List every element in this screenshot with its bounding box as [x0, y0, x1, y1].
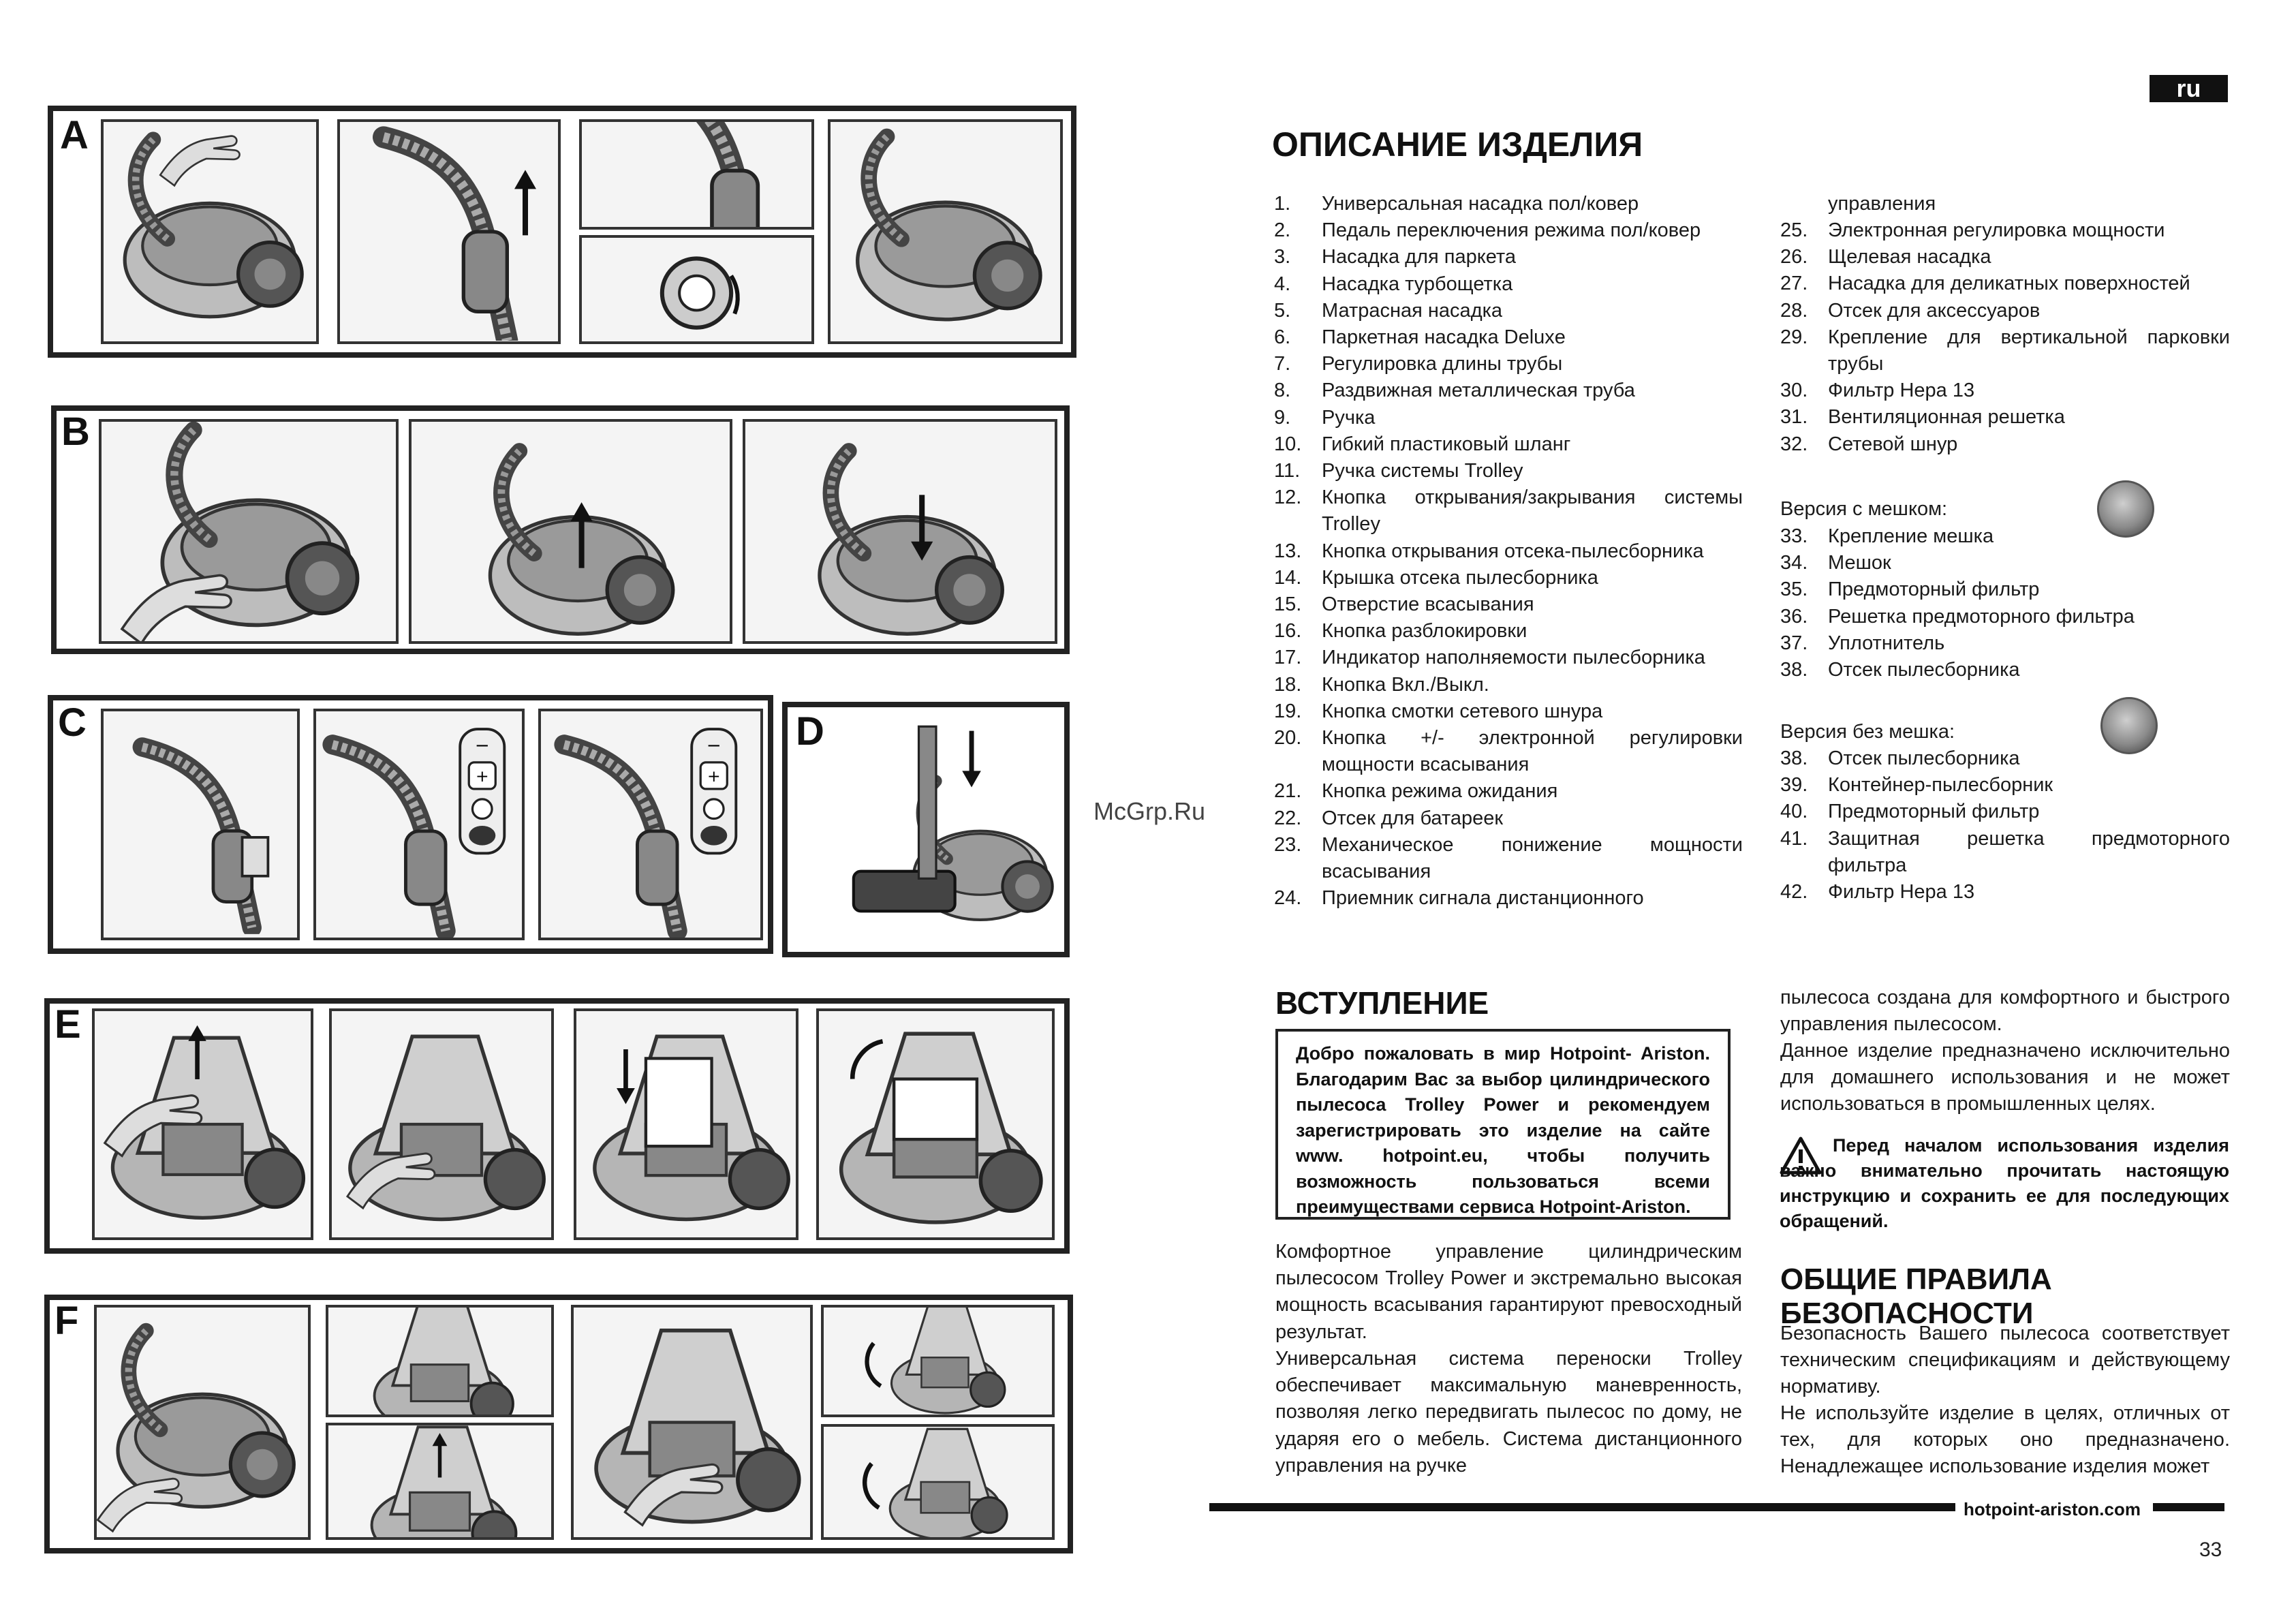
- item-text: Кнопка разблокировки: [1322, 620, 1527, 643]
- list-item: [1780, 630, 2230, 657]
- illustration-f4-top: [821, 1305, 1055, 1417]
- illustration-b3: [743, 419, 1057, 644]
- item-text: Кнопка открывания/закрывания системы Trolley: [1322, 486, 1743, 536]
- list-item: [1274, 778, 1743, 805]
- item-number: 13.: [1274, 540, 1302, 562]
- description-title: ОПИСАНИЕ ИЗДЕЛИЯ: [1272, 125, 1643, 164]
- item-text: Насадка для деликатных поверхностей: [1828, 273, 2190, 295]
- list-item: [1274, 217, 1743, 244]
- list-item: [1274, 645, 1743, 671]
- item-text: Фильтр Hepa 13: [1828, 881, 1975, 903]
- item-number: 21.: [1274, 780, 1302, 803]
- list-item: [1274, 244, 1743, 270]
- item-text: Крепление для вертикальной парковки трубы: [1828, 326, 2230, 375]
- item-number: 4.: [1274, 273, 1291, 295]
- item-text: Крепление мешка: [1828, 525, 1994, 547]
- bag-version-list: [1780, 523, 2230, 683]
- item-number: 36.: [1780, 605, 1808, 628]
- description-list-right: [1780, 217, 2230, 458]
- list-item: [1274, 351, 1743, 377]
- illustration-a3-bottom: [579, 235, 814, 344]
- item-text: Электронная регулировка мощности: [1828, 219, 2165, 241]
- item-text: Решетка предмоторного фильтра: [1828, 605, 2135, 628]
- item-number: 41.: [1780, 827, 1808, 850]
- illustration-a4: [828, 119, 1063, 344]
- list-item: [1274, 458, 1743, 484]
- panel-letter-e: E: [55, 1002, 81, 1047]
- item-text: Приемник сигнала дистанционного: [1322, 887, 1644, 910]
- item-text: Уплотнитель: [1828, 632, 1945, 654]
- panel-letter-b: B: [61, 409, 90, 454]
- list-item: [1780, 576, 2230, 603]
- bag-version-title: Версия с мешком:: [1780, 498, 1948, 520]
- list-item: [1780, 217, 2230, 244]
- item-number: 5.: [1274, 299, 1291, 322]
- item-number: 3.: [1274, 246, 1291, 268]
- list-item: [1274, 832, 1743, 885]
- item-number: 18.: [1274, 673, 1302, 696]
- item-number: 27.: [1780, 273, 1808, 295]
- footer-url[interactable]: hotpoint-ariston.com: [1964, 1499, 2141, 1519]
- item-number: 20.: [1274, 727, 1302, 749]
- item-text: Контейнер-пылесборник: [1828, 774, 2053, 797]
- description-list-left: [1274, 191, 1743, 912]
- list-item: [1274, 324, 1743, 351]
- item-number: 9.: [1274, 406, 1291, 429]
- list-item: [1274, 538, 1743, 565]
- item-text: Крышка отсека пылесборника: [1322, 566, 1598, 589]
- list-item: [1274, 805, 1743, 832]
- item-text: Отсек для батареек: [1322, 807, 1504, 829]
- item-number: 23.: [1274, 833, 1302, 856]
- safety-paragraph-2: Не используйте изделие в целях, отличных от тех, для которых оно предназначено. Ненадлежащее использование изделия может: [1780, 1402, 2230, 1478]
- safety-paragraph-1: Безопасность Вашего пылесоса соответствует техническим спецификациям и действующему нормативу.: [1780, 1323, 2230, 1398]
- illustration-e4: [816, 1008, 1055, 1240]
- list-item: [1780, 745, 2230, 772]
- item-text: Универсальная насадка пол/ковер: [1322, 193, 1639, 215]
- item-text: Матрасная насадка: [1322, 299, 1503, 322]
- list-item: [1780, 270, 2230, 297]
- item-text: Отсек пылесборника: [1828, 659, 2020, 681]
- item-number: 31.: [1780, 406, 1808, 429]
- language-tag: ru: [2150, 75, 2228, 102]
- safety-title: ОБЩИЕ ПРАВИЛА БЕЗОПАСНОСТИ: [1780, 1263, 2052, 1330]
- item-text: Кнопка +/- электронной регулировки мощности всасывания: [1322, 727, 1743, 776]
- illustration-c3: [538, 709, 763, 940]
- item-text: Насадка турбощетка: [1322, 273, 1513, 295]
- list-item: [1780, 657, 2230, 683]
- item-number: 22.: [1274, 807, 1302, 829]
- warning-text-body: Перед началом использования изделия важно внимательно прочитать настоящую инструкцию и сохранить ее для последующих обращений.: [1780, 1135, 2229, 1231]
- item-24-continuation: управления: [1828, 193, 1936, 215]
- illustration-e1: [92, 1008, 313, 1240]
- list-item: [1780, 799, 2230, 825]
- item-number: 8.: [1274, 380, 1291, 402]
- item-text: Механическое понижение мощности всасывания: [1322, 833, 1743, 883]
- panel-letter-c: C: [58, 700, 87, 745]
- list-item: [1274, 271, 1743, 298]
- panel-letter-d: D: [796, 709, 824, 754]
- list-item: [1274, 725, 1743, 778]
- item-text: Предмоторный фильтр: [1828, 578, 2040, 601]
- item-text: Индикатор наполняемости пылесборника: [1322, 647, 1705, 669]
- item-text: Отсек пылесборника: [1828, 747, 2020, 769]
- item-number: 35.: [1780, 578, 1808, 601]
- item-text: Регулировка длины трубы: [1322, 353, 1563, 375]
- item-text: Мешок: [1828, 552, 1891, 574]
- list-item: [1780, 244, 2230, 270]
- watermark: McGrp.Ru: [1093, 797, 1206, 825]
- illustration-c2: [313, 709, 525, 940]
- item-text: Раздвижная металлическая труба: [1322, 380, 1635, 402]
- illustration-d: [838, 712, 1057, 944]
- item-number: 2.: [1274, 219, 1291, 242]
- item-number: 42.: [1780, 881, 1808, 903]
- list-item: [1780, 604, 2230, 630]
- item-number: 19.: [1274, 700, 1302, 722]
- illustration-f4-bottom: [821, 1424, 1055, 1540]
- item-number: 30.: [1780, 380, 1808, 402]
- item-text: Защитная решетка предмоторного фильтра: [1828, 827, 2230, 876]
- item-number: 38.: [1780, 747, 1808, 769]
- illustration-e3: [574, 1008, 798, 1240]
- item-number: 14.: [1274, 566, 1302, 589]
- list-item: [1780, 404, 2230, 431]
- footer-rule-right: [2153, 1503, 2224, 1511]
- illustration-f2-top: [326, 1305, 554, 1417]
- list-item: [1274, 405, 1743, 431]
- item-number: 16.: [1274, 620, 1302, 643]
- list-item: [1274, 298, 1743, 324]
- list-item: [1780, 431, 2230, 458]
- list-item: [1780, 550, 2230, 576]
- item-number: 10.: [1274, 433, 1302, 455]
- item-text: Вентиляционная решетка: [1828, 406, 2065, 429]
- item-number: 1.: [1274, 193, 1291, 215]
- welcome-box: Добро пожаловать в мир Hotpoint- Ariston. Благодарим Вас за выбор цилиндрического пылесоса Trolley Power и рекомендуем зарегистрировать это изделие на сайте www. hotpoint.eu, чтобы получить возможность пользоваться всеми преимуществами сервиса Hotpoint-Ariston.: [1275, 1029, 1731, 1220]
- illustration-f3: [571, 1305, 813, 1540]
- illustration-b1: [99, 419, 399, 644]
- intro-title: ВСТУПЛЕНИЕ: [1275, 985, 1489, 1021]
- list-item: [1780, 377, 2230, 404]
- list-item: [1274, 191, 1743, 217]
- list-item: [1780, 523, 2230, 550]
- item-number: 11.: [1274, 460, 1301, 482]
- item-text: Ручка: [1322, 406, 1376, 429]
- list-item: [1780, 826, 2230, 879]
- footer-rule-left: [1209, 1503, 1955, 1511]
- item-text: Предмоторный фильтр: [1828, 801, 2040, 823]
- item-number: 38.: [1780, 659, 1808, 681]
- item-number: 12.: [1274, 486, 1302, 509]
- item-text: Насадка для паркета: [1322, 246, 1516, 268]
- item-number: 34.: [1780, 552, 1808, 574]
- list-item: [1274, 484, 1743, 538]
- list-item: [1780, 298, 2230, 324]
- nobag-version-title: Версия без мешка:: [1780, 721, 1955, 743]
- illustration-e2: [329, 1008, 554, 1240]
- item-number: 39.: [1780, 774, 1808, 797]
- illustration-a1: [101, 119, 319, 344]
- nobag-version-list: [1780, 745, 2230, 906]
- intro-paragraph-4: Данное изделие предназначено исключительно для домашнего использования и не может использоваться в промышленных целях.: [1780, 1040, 2230, 1115]
- list-item: [1274, 885, 1743, 912]
- intro-paragraph-3: пылесоса создана для комфортного и быстрого управления пылесосом.: [1780, 987, 2230, 1036]
- item-text: Отверстие всасывания: [1322, 593, 1534, 616]
- item-number: 7.: [1274, 353, 1291, 375]
- item-number: 24.: [1274, 887, 1302, 910]
- illustration-f1: [94, 1305, 311, 1540]
- list-item: [1274, 565, 1743, 591]
- list-item: [1274, 431, 1743, 458]
- item-number: 15.: [1274, 593, 1302, 616]
- item-number: 40.: [1780, 801, 1808, 823]
- list-item: [1274, 698, 1743, 725]
- item-number: 6.: [1274, 326, 1291, 349]
- list-item: [1274, 618, 1743, 645]
- list-item: [1274, 591, 1743, 618]
- item-text: Кнопка режима ожидания: [1322, 780, 1558, 803]
- item-number: 17.: [1274, 647, 1302, 669]
- item-text: Отсек для аксессуаров: [1828, 299, 2041, 322]
- intro-paragraph-1: Комфортное управление цилиндрическим пылесосом Trolley Power и экстремально высокая мощность всасывания гарантируют превосходный результат.: [1275, 1241, 1742, 1343]
- item-text: Педаль переключения режима пол/ковер: [1322, 219, 1701, 242]
- item-text: Кнопка смотки сетевого шнура: [1322, 700, 1603, 722]
- item-text: Фильтр Hepa 13: [1828, 380, 1975, 402]
- item-number: 26.: [1780, 246, 1808, 268]
- warning-text: [1780, 1133, 2229, 1234]
- intro-paragraph-2: Универсальная система переноски Trolley обеспечивает максимальную маневренность, позволяя легко передвигать пылесос по дому, не ударяя его о мебель. Система дистанционного управления на ручке: [1275, 1348, 1742, 1477]
- item-text: Паркетная насадка Deluxe: [1322, 326, 1566, 349]
- item-number: 37.: [1780, 632, 1808, 654]
- page-number: 33: [2199, 1539, 2222, 1561]
- list-item: [1780, 879, 2230, 906]
- illustration-b2: [409, 419, 732, 644]
- item-text: Кнопка Вкл./Выкл.: [1322, 673, 1489, 696]
- item-text: Щелевая насадка: [1828, 246, 1991, 268]
- list-item: [1274, 672, 1743, 698]
- item-text: Кнопка открывания отсека-пылесборника: [1322, 540, 1704, 562]
- list-item: [1780, 772, 2230, 799]
- item-number: 33.: [1780, 525, 1808, 547]
- list-item: [1274, 377, 1743, 404]
- item-text: Сетевой шнур: [1828, 433, 1958, 455]
- illustration-f2-bottom: [326, 1423, 554, 1540]
- panel-letter-a: A: [60, 113, 89, 157]
- item-number: 28.: [1780, 299, 1808, 322]
- item-number: 32.: [1780, 433, 1808, 455]
- list-item: [1780, 324, 2230, 377]
- panel-letter-f: F: [55, 1299, 79, 1343]
- illustration-c1: [101, 709, 300, 940]
- item-text: Ручка системы Trolley: [1322, 460, 1523, 482]
- item-number: 29.: [1780, 326, 1808, 348]
- illustration-a3-top: [579, 119, 814, 230]
- item-text: Гибкий пластиковый шланг: [1322, 433, 1571, 455]
- item-number: 25.: [1780, 219, 1808, 241]
- illustration-a2: [337, 119, 561, 344]
